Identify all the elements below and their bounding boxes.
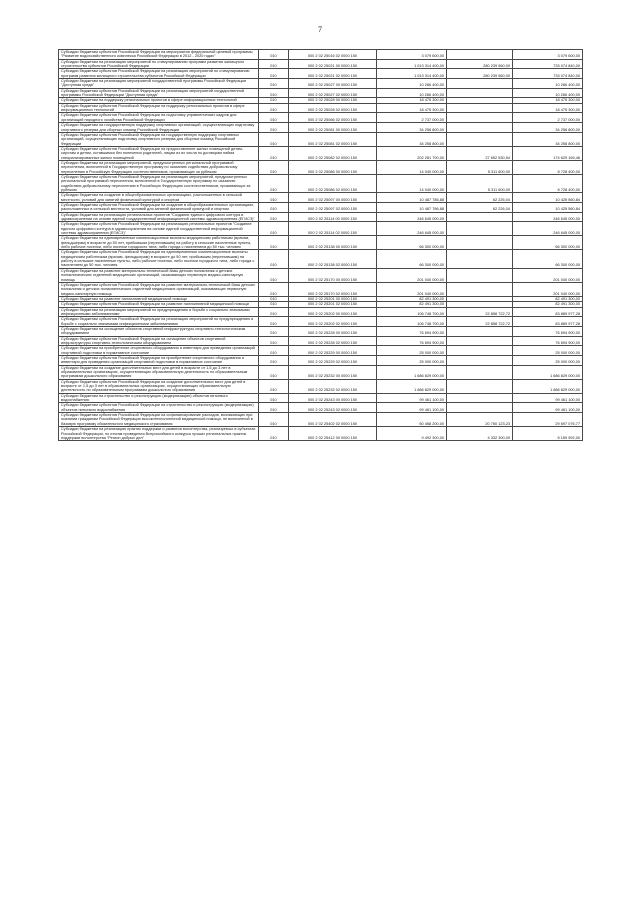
row-kbk-cell: 000 2 02 25027 00 0000 150	[289, 79, 377, 89]
row-name-cell: Субсидии бюджетам на реализацию мероприятий по предупреждению и борьбе с социально значимыми инфекционными заболеваниями	[59, 307, 259, 317]
row-code-cell: 010	[259, 403, 289, 413]
row-remaining-cell: 66 300 000,00	[513, 250, 583, 268]
table-row	[59, 222, 583, 236]
row-remaining-cell: 174 629 169,46	[513, 146, 583, 160]
row-kbk-cell: 000 2 02 25066 02 0000 150	[289, 113, 377, 123]
row-remaining-cell: 34 258 800,00	[513, 123, 583, 133]
row-approved-cell: 106 748 700,00	[377, 307, 447, 317]
table-row	[59, 268, 583, 282]
row-approved-cell: 1 013 314 400,00	[377, 69, 447, 79]
row-code-cell: 010	[259, 317, 289, 327]
row-kbk-cell: 000 2 02 25229 00 0000 150	[289, 346, 377, 356]
table-row	[59, 403, 583, 413]
row-remaining-cell: 8 728 400,00	[513, 160, 583, 174]
row-remaining-cell: 246 645 000,00	[513, 222, 583, 236]
row-kbk-cell: 000 2 02 25201 02 0000 150	[289, 302, 377, 307]
row-approved-cell: 18 475 300,00	[377, 103, 447, 113]
row-remaining-cell: 733 074 840,00	[513, 69, 583, 79]
row-executed-cell	[447, 79, 513, 89]
row-executed-cell	[447, 346, 513, 356]
row-kbk-cell: 000 2 02 25028 02 0000 150	[289, 103, 377, 113]
row-code-cell: 010	[259, 307, 289, 317]
row-approved-cell: 9 492 300,00	[377, 427, 447, 441]
row-remaining-cell: 733 074 840,00	[513, 59, 583, 69]
row-remaining-cell: 2 737 000,00	[513, 113, 583, 123]
table-row	[59, 365, 583, 379]
row-name-cell: Субсидии бюджетам на приобретение спортивного оборудования и инвентаря для приведения организаций спортивной подготовки в нормативное состояние	[59, 346, 259, 356]
row-name-cell: Субсидии бюджетам субъектов Российской Федерации на реализацию мероприятий по стимулированию программ развития жилищного строительства субъектов Российской Федерации	[59, 69, 259, 79]
row-executed-cell	[447, 50, 513, 60]
row-kbk-cell: 000 2 02 25086 00 0000 150	[289, 160, 377, 174]
row-approved-cell: 18 475 300,00	[377, 98, 447, 103]
row-remaining-cell: 25 000 000,00	[513, 356, 583, 366]
row-executed-cell	[447, 393, 513, 403]
row-remaining-cell: 18 475 300,00	[513, 103, 583, 113]
row-approved-cell: 76 694 900,00	[377, 336, 447, 346]
row-code-cell: 010	[259, 393, 289, 403]
row-code-cell: 010	[259, 123, 289, 133]
row-remaining-cell: 8 728 400,00	[513, 174, 583, 192]
row-approved-cell: 82 491 300,00	[377, 296, 447, 301]
row-kbk-cell: 000 2 02 25229 02 0000 150	[289, 356, 377, 366]
row-remaining-cell: 66 300 000,00	[513, 236, 583, 250]
row-executed-cell	[447, 123, 513, 133]
row-remaining-cell: 76 694 900,00	[513, 326, 583, 336]
row-name-cell: Субсидии бюджетам субъектов Российской Федерации на создание дополнительных мест для детей в возрасте от 1,5 до 3 лет в образовательных организациях, осуществляющих образовательную деятельность по образовательным программам дошкольного образования	[59, 379, 259, 393]
row-name-cell: Субсидии бюджетам субъектов Российской Федерации на мероприятия федеральной целевой программы "Развитие водохозяйственного комплекса Российской Федерации в 2012 - 2020 годах"	[59, 50, 259, 60]
row-name-cell: Субсидии бюджетам субъектов Российской Федерации на строительство и реконструкцию (модернизацию) объектов питьевого водоснабжения	[59, 403, 259, 413]
row-kbk-cell: 000 2 02 25232 02 0000 150	[289, 379, 377, 393]
row-remaining-cell: 3 079 600,00	[513, 50, 583, 60]
row-approved-cell: 10 266 400,00	[377, 88, 447, 98]
row-name-cell: Субсидии бюджетам субъектов Российской Федерации на предоставление жилых помещений детям-сиротам и детям, оставшимся без попечения родителей, лицам из их числа по договорам найма специализированных жилых помещений	[59, 146, 259, 160]
row-approved-cell: 14 040 000,00	[377, 174, 447, 192]
row-kbk-cell: 000 2 02 25202 02 0000 150	[289, 317, 377, 327]
row-code-cell: 010	[259, 174, 289, 192]
row-executed-cell	[447, 222, 513, 236]
row-name-cell: Субсидии бюджетам субъектов Российской Федерации на реализацию региональных проектов "Создание единого цифрового контура в здравоохранении на основе единой государственной информационной системы здравоохранения (ЕГИСЗ)"	[59, 222, 259, 236]
table-row	[59, 379, 583, 393]
row-code-cell: 010	[259, 212, 289, 222]
row-executed-cell	[447, 236, 513, 250]
row-code-cell: 010	[259, 203, 289, 213]
row-executed-cell: 62 226,04	[447, 193, 513, 203]
row-kbk-cell: 000 2 02 25021 00 0000 150	[289, 59, 377, 69]
row-name-cell: Субсидии бюджетам на создание дополнительных мест для детей в возрасте от 1,5 до 3 лет в образовательных организациях, осуществляющих образовательную деятельность по образовательным программам дошкольного образования	[59, 365, 259, 379]
row-remaining-cell: 82 491 300,00	[513, 296, 583, 301]
row-kbk-cell: 000 2 02 25243 00 0000 150	[289, 393, 377, 403]
row-name-cell: Субсидии бюджетам на поддержку региональных проектов в сфере информационных технологий	[59, 98, 259, 103]
row-executed-cell: 5 311 600,00	[447, 160, 513, 174]
row-name-cell: Субсидии бюджетам субъектов Российской Федерации на приобретение спортивного оборудования и инвентаря для приведения организаций спортивной подготовки в нормативное состояние	[59, 356, 259, 366]
row-name-cell: Субсидии бюджетам субъектов Российской Федерации на реализацию мероприятий государственной программы Российской Федерации "Доступная среда"	[59, 88, 259, 98]
table-row	[59, 132, 583, 146]
row-remaining-cell: 246 645 000,00	[513, 212, 583, 222]
row-kbk-cell: 000 2 02 25021 02 0000 150	[289, 69, 377, 79]
row-approved-cell: 76 694 900,00	[377, 326, 447, 336]
row-name-cell: Субсидии бюджетам на строительство и реконструкцию (модернизацию) объектов питьевого водоснабжения	[59, 393, 259, 403]
row-name-cell: Субсидии бюджетам на реализацию региональных проектов "Создание единого цифрового контура в здравоохранении на основе единой государственной информационной системы здравоохранения (ЕГИСЗ)"	[59, 212, 259, 222]
row-code-cell: 010	[259, 193, 289, 203]
row-name-cell: Субсидии бюджетам субъектов Российской Федерации на развитие материально-технической базы детских поликлиник и детских поликлинических отделений медицинских организаций, оказывающих первичную медико-санитарную помощь	[59, 282, 259, 296]
row-name-cell: Субсидии бюджетам на развитие материально-технической базы детских поликлиник и детских поликлинических отделений медицинских организаций, оказывающих первичную медико-санитарную помощь	[59, 268, 259, 282]
row-approved-cell: 10 266 400,00	[377, 79, 447, 89]
row-code-cell: 010	[259, 113, 289, 123]
row-executed-cell: 20 750 123,23	[447, 413, 513, 427]
row-executed-cell	[447, 365, 513, 379]
row-name-cell: Субсидии бюджетам на развитие паллиативной медицинской помощи	[59, 296, 259, 301]
row-code-cell: 010	[259, 365, 289, 379]
row-code-cell: 010	[259, 132, 289, 146]
row-kbk-cell: 000 2 02 25027 02 0000 150	[289, 88, 377, 98]
row-kbk-cell: 000 2 02 25202 00 0000 150	[289, 307, 377, 317]
row-kbk-cell: 000 2 02 25082 02 0000 150	[289, 146, 377, 160]
table-row	[59, 282, 583, 296]
row-kbk-cell: 000 2 02 25402 02 0000 150	[289, 413, 377, 427]
row-code-cell: 010	[259, 222, 289, 236]
row-executed-cell: 280 239 560,00	[447, 69, 513, 79]
row-kbk-cell: 000 2 02 25170 00 0000 150	[289, 268, 377, 282]
row-remaining-cell: 18 475 300,00	[513, 98, 583, 103]
row-name-cell: Субсидии бюджетам на оснащение объектов спортивной инфраструктуры спортивно-технологическим оборудованием	[59, 326, 259, 336]
row-approved-cell: 66 300 000,00	[377, 250, 447, 268]
row-executed-cell	[447, 250, 513, 268]
row-kbk-cell: 000 2 02 25081 00 0000 150	[289, 123, 377, 133]
row-executed-cell	[447, 403, 513, 413]
row-name-cell: Субсидии бюджетам на реализацию мероприятий по стимулированию программ развития жилищного строительства субъектов Российской Федерации	[59, 59, 259, 69]
row-approved-cell: 201 040 000,00	[377, 282, 447, 296]
table-row	[59, 160, 583, 174]
table-row	[59, 69, 583, 79]
row-code-cell: 010	[259, 282, 289, 296]
row-code-cell: 010	[259, 250, 289, 268]
row-code-cell: 010	[259, 302, 289, 307]
row-code-cell: 010	[259, 50, 289, 60]
page-number: 7	[318, 25, 322, 34]
row-executed-cell: 22 858 722,72	[447, 317, 513, 327]
row-approved-cell: 3 079 600,00	[377, 50, 447, 60]
row-remaining-cell: 82 491 300,00	[513, 302, 583, 307]
row-executed-cell	[447, 356, 513, 366]
row-remaining-cell: 29 697 076,77	[513, 413, 583, 427]
row-name-cell: Субсидии бюджетам на создание в общеобразовательных организациях, расположенных в сельской местности, условий для занятий физической культурой и спортом	[59, 193, 259, 203]
row-approved-cell: 25 000 000,00	[377, 346, 447, 356]
table-row	[59, 250, 583, 268]
row-name-cell: Субсидии бюджетам субъектов Российской Федерации на государственную поддержку спортивных организаций, осуществляющих подготовку спортивного резерва для сборных команд Российской Федерации	[59, 132, 259, 146]
row-executed-cell: 62 226,04	[447, 203, 513, 213]
row-executed-cell	[447, 132, 513, 146]
row-code-cell: 010	[259, 427, 289, 441]
row-kbk-cell: 000 2 02 25016 02 0000 150	[289, 50, 377, 60]
row-code-cell: 010	[259, 160, 289, 174]
row-code-cell: 010	[259, 59, 289, 69]
table-row	[59, 203, 583, 213]
row-kbk-cell: 000 2 02 25228 02 0000 150	[289, 336, 377, 346]
row-kbk-cell: 000 2 02 25086 02 0000 150	[289, 174, 377, 192]
row-approved-cell: 25 000 000,00	[377, 356, 447, 366]
row-approved-cell: 10 487 786,88	[377, 203, 447, 213]
row-approved-cell: 106 748 700,00	[377, 317, 447, 327]
row-remaining-cell: 99 461 100,00	[513, 403, 583, 413]
row-approved-cell: 14 040 000,00	[377, 160, 447, 174]
row-kbk-cell: 000 2 02 25081 02 0000 150	[289, 132, 377, 146]
budget-table	[58, 49, 583, 441]
row-executed-cell: 27 652 530,54	[447, 146, 513, 160]
table-row	[59, 193, 583, 203]
row-kbk-cell: 000 2 02 25114 02 0000 150	[289, 222, 377, 236]
row-executed-cell	[447, 113, 513, 123]
row-name-cell: Субсидии бюджетам субъектов Российской Федерации на создание в общеобразовательных организациях, расположенных в сельской местности, условий для занятий физической культурой и спортом	[59, 203, 259, 213]
row-remaining-cell: 10 266 400,00	[513, 88, 583, 98]
row-kbk-cell: 000 2 02 25097 00 0000 150	[289, 193, 377, 203]
table-row	[59, 79, 583, 89]
row-executed-cell: 5 311 600,00	[447, 174, 513, 192]
row-code-cell: 010	[259, 413, 289, 427]
row-name-cell: Субсидии бюджетам субъектов Российской Федерации на подготовку управленческих кадров для организаций народного хозяйства Российской Федерации	[59, 113, 259, 123]
table-row	[59, 50, 583, 60]
row-remaining-cell: 10 425 560,84	[513, 193, 583, 203]
row-approved-cell: 1 013 314 400,00	[377, 59, 447, 69]
row-name-cell: Субсидии бюджетам субъектов Российской Федерации на реализацию мероприятий по предупреждению и борьбе с социально значимыми инфекционными заболеваниями	[59, 317, 259, 327]
table-row	[59, 236, 583, 250]
row-approved-cell: 34 258 800,00	[377, 123, 447, 133]
row-approved-cell: 99 461 100,00	[377, 403, 447, 413]
row-executed-cell: 280 239 560,00	[447, 59, 513, 69]
table-row	[59, 174, 583, 192]
row-name-cell: Субсидии бюджетам на единовременные компенсационные выплаты медицинским работникам (врачам, фельдшерам) в возрасте до 50 лет, прибывшим (переехавшим) на работу в сельские населенные пункты, либо рабочие поселки, либо поселки городского типа, либо города с населением до 50 тыс. человек	[59, 236, 259, 250]
table-row	[59, 326, 583, 336]
row-code-cell: 010	[259, 69, 289, 79]
row-approved-cell: 246 645 000,00	[377, 212, 447, 222]
row-kbk-cell: 000 2 02 25201 00 0000 150	[289, 296, 377, 301]
table-row	[59, 103, 583, 113]
row-executed-cell	[447, 326, 513, 336]
row-code-cell: 010	[259, 326, 289, 336]
row-approved-cell: 1 686 829 000,00	[377, 379, 447, 393]
row-approved-cell: 10 487 786,88	[377, 193, 447, 203]
row-executed-cell	[447, 103, 513, 113]
table-row	[59, 317, 583, 327]
table-row	[59, 212, 583, 222]
row-approved-cell: 82 491 300,00	[377, 302, 447, 307]
row-kbk-cell: 000 2 02 25243 02 0000 150	[289, 403, 377, 413]
row-code-cell: 010	[259, 146, 289, 160]
row-executed-cell	[447, 88, 513, 98]
row-remaining-cell: 76 694 900,00	[513, 336, 583, 346]
row-approved-cell: 1 686 829 000,00	[377, 365, 447, 379]
row-name-cell: Субсидии бюджетам субъектов Российской Федерации на оснащение объектов спортивной инфраструктуры спортивно-технологическим оборудованием	[59, 336, 259, 346]
row-code-cell: 010	[259, 296, 289, 301]
table-row	[59, 113, 583, 123]
row-kbk-cell: 000 2 02 25412 00 0000 150	[289, 427, 377, 441]
row-remaining-cell: 83 889 977,28	[513, 307, 583, 317]
row-executed-cell	[447, 282, 513, 296]
row-remaining-cell: 201 040 000,00	[513, 268, 583, 282]
row-approved-cell: 2 737 000,00	[377, 113, 447, 123]
table-row	[59, 307, 583, 317]
row-approved-cell: 202 281 700,00	[377, 146, 447, 160]
table-row	[59, 88, 583, 98]
row-name-cell: Субсидии бюджетам субъектов Российской Федерации на единовременные компенсационные выплаты медицинским работникам (врачам, фельдшерам) в возрасте до 50 лет, прибывшим (переехавшим) на работу в сельские населенные пункты, либо рабочие поселки, либо поселки городского типа, либо города с населением до 50 тыс. человек	[59, 250, 259, 268]
table-row	[59, 393, 583, 403]
row-executed-cell	[447, 268, 513, 282]
row-remaining-cell: 83 889 977,28	[513, 317, 583, 327]
row-remaining-cell: 99 461 100,00	[513, 393, 583, 403]
row-approved-cell: 99 461 100,00	[377, 393, 447, 403]
table-row	[59, 346, 583, 356]
row-code-cell: 010	[259, 98, 289, 103]
row-kbk-cell: 000 2 02 25028 00 0000 150	[289, 98, 377, 103]
row-remaining-cell: 10 425 560,84	[513, 203, 583, 213]
row-executed-cell	[447, 336, 513, 346]
row-code-cell: 010	[259, 346, 289, 356]
row-approved-cell: 246 645 000,00	[377, 222, 447, 236]
row-code-cell: 010	[259, 268, 289, 282]
row-name-cell: Субсидии бюджетам на реализацию мероприятий государственной программы Российской Федерации "Доступная среда"	[59, 79, 259, 89]
row-kbk-cell: 000 2 02 25114 00 0000 150	[289, 212, 377, 222]
row-executed-cell	[447, 212, 513, 222]
row-code-cell: 010	[259, 236, 289, 250]
row-kbk-cell: 000 2 02 25138 02 0000 150	[289, 250, 377, 268]
row-remaining-cell: 25 000 000,00	[513, 346, 583, 356]
table-row	[59, 427, 583, 441]
table-row	[59, 123, 583, 133]
row-kbk-cell: 000 2 02 25228 00 0000 150	[289, 326, 377, 336]
row-name-cell: Субсидии бюджетам субъектов Российской Федерации на реализацию мероприятий, предусмотренных региональной программой переселения, включенной в Государственную программу по оказанию содействия добровольному переселению в Российскую Федерацию соотечественников, проживающих за рубежом	[59, 174, 259, 192]
row-code-cell: 010	[259, 103, 289, 113]
row-name-cell: Субсидии бюджетам на государственную поддержку спортивных организаций, осуществляющих подготовку спортивного резерва для сборных команд Российской Федерации	[59, 123, 259, 133]
row-kbk-cell: 000 2 02 25170 02 0000 150	[289, 282, 377, 296]
row-name-cell: Субсидии бюджетам субъектов Российской Федерации на поддержку региональных проектов в сфере информационных технологий	[59, 103, 259, 113]
row-name-cell: Субсидии бюджетам на реализацию мероприятий, предусмотренных региональной программой переселения, включенной в Государственную программу по оказанию содействия добровольному переселению в Российскую Федерацию соотечественников, проживающих за рубежом	[59, 160, 259, 174]
row-code-cell: 010	[259, 356, 289, 366]
table-row	[59, 146, 583, 160]
table-row	[59, 413, 583, 427]
row-executed-cell: 22 858 722,72	[447, 307, 513, 317]
table-row	[59, 59, 583, 69]
row-remaining-cell: 1 686 829 000,00	[513, 365, 583, 379]
row-executed-cell: 4 332 300,00	[447, 427, 513, 441]
row-approved-cell: 201 040 000,00	[377, 268, 447, 282]
row-remaining-cell: 5 159 992,00	[513, 427, 583, 441]
row-remaining-cell: 201 040 000,00	[513, 282, 583, 296]
row-code-cell: 010	[259, 336, 289, 346]
row-kbk-cell: 000 2 02 25138 00 0000 150	[289, 236, 377, 250]
row-remaining-cell: 10 266 400,00	[513, 79, 583, 89]
row-approved-cell: 66 300 000,00	[377, 236, 447, 250]
row-code-cell: 010	[259, 379, 289, 393]
row-remaining-cell: 1 686 829 000,00	[513, 379, 583, 393]
row-kbk-cell: 000 2 02 25097 02 0000 150	[289, 203, 377, 213]
row-kbk-cell: 000 2 02 25232 00 0000 150	[289, 365, 377, 379]
row-executed-cell	[447, 379, 513, 393]
row-name-cell: Субсидии бюджетам субъектов Российской Федерации на развитие паллиативной медицинской помощи	[59, 302, 259, 307]
row-name-cell: Субсидии бюджетам субъектов Российской Федерации на софинансирование расходов, возникающих при оказании гражданам Российской Федерации высокотехнологичной медицинской помощи, не включенной в базовую программу обязательного медицинского страхования	[59, 413, 259, 427]
row-code-cell: 010	[259, 79, 289, 89]
row-code-cell: 010	[259, 88, 289, 98]
row-remaining-cell: 34 258 800,00	[513, 132, 583, 146]
table-row	[59, 336, 583, 346]
row-approved-cell: 34 258 800,00	[377, 132, 447, 146]
row-approved-cell: 50 458 200,00	[377, 413, 447, 427]
row-name-cell: Субсидии бюджетам на реализацию практик поддержки и развития волонтерства, реализуемых в субъектах Российской Федерации, по итогам проведения Всероссийского конкурса лучших региональных практик поддержки волонтерства "Регион добрых дел"	[59, 427, 259, 441]
table-row	[59, 356, 583, 366]
